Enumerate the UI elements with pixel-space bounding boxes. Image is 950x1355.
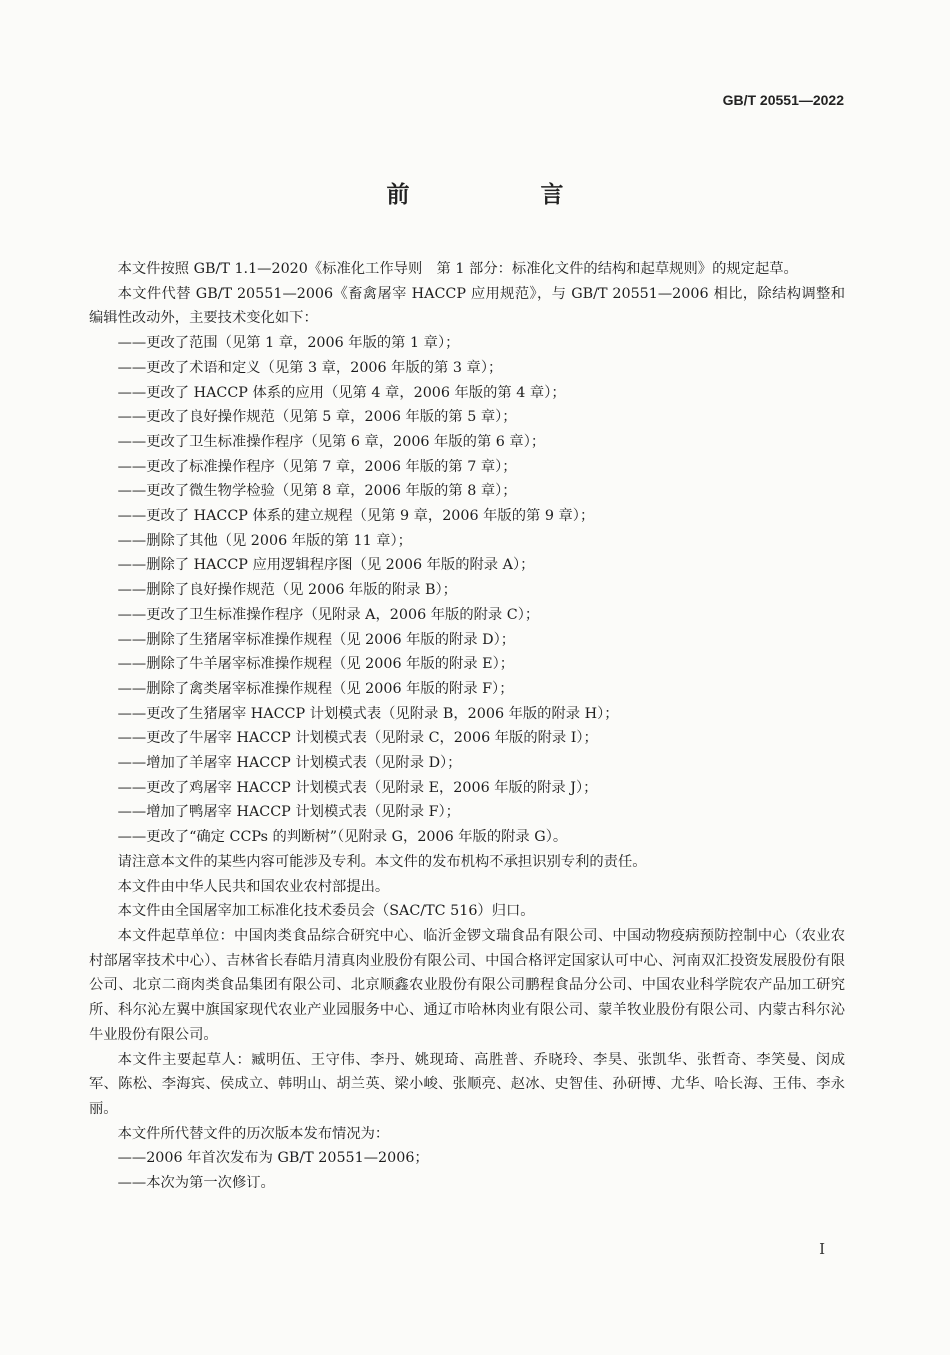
paragraph-patent-notice: 请注意本文件的某些内容可能涉及专利。本文件的发布机构不承担识别专利的责任。 [117, 853, 647, 870]
page-number: I [819, 1240, 825, 1258]
list-item: ——更改了微生物学检验（见第 8 章，2006 年版的第 8 章）； [117, 483, 517, 500]
list-item: ——删除了禽类屠宰标准操作规程（见 2006 年版的附录 F）； [117, 680, 514, 697]
page-title: 前 言 [386, 181, 618, 208]
paragraph-history-intro: 本文件所代替文件的历次版本发布情况为： [117, 1125, 390, 1142]
list-item: ——更改了术语和定义（见第 3 章，2006 年版的第 3 章）； [117, 359, 503, 376]
list-item: ——更改了范围（见第 1 章，2006 年版的第 1 章）； [117, 335, 460, 352]
list-item: ——更改了 HACCP 体系的建立规程（见第 9 章，2006 年版的第 9 章）； [117, 508, 595, 525]
history-list [89, 1146, 845, 1195]
list-item: ——更改了标准操作程序（见第 7 章，2006 年版的第 7 章）； [117, 458, 517, 475]
document-body [89, 257, 845, 1196]
changes-list [89, 331, 845, 850]
list-item: ——增加了鸭屠宰 HACCP 计划模式表（见附录 F）； [117, 804, 460, 821]
standard-code: GB/T 20551—2022 [722, 92, 844, 108]
paragraph-drafting-rules: 本文件按照 GB/T 1.1—2020《标准化工作导则 第 1 部分：标准化文件的结构和起草规则》的规定起草。 [117, 261, 798, 277]
list-item: ——更改了生猪屠宰 HACCP 计划模式表（见附录 B，2006 年版的附录 H）； [117, 705, 619, 722]
list-item: ——更改了卫生标准操作程序（见第 6 章，2006 年版的第 6 章）； [117, 433, 546, 450]
list-item: ——2006 年首次发布为 GB/T 20551—2006； [117, 1150, 429, 1167]
list-item: ——更改了卫生标准操作程序（见附录 A，2006 年版的附录 C）； [117, 606, 540, 623]
list-item: ——删除了牛羊屠宰标准操作规程（见 2006 年版的附录 E）； [117, 656, 515, 673]
list-item: ——本次为第一次修订。 [117, 1175, 275, 1192]
list-item: ——删除了生猪屠宰标准操作规程（见 2006 年版的附录 D）； [117, 631, 516, 648]
list-item: ——增加了羊屠宰 HACCP 计划模式表（见附录 D）； [117, 755, 462, 772]
list-item: ——删除了良好操作规范（见 2006 年版的附录 B）； [117, 582, 457, 599]
paragraph-drafters: 本文件主要起草人：臧明伍、王守伟、李丹、姚现琦、高胜普、乔晓玲、李昊、张凯华、张哲奇、李笑曼、闵成军、陈松、李海宾、侯成立、韩明山、胡兰英、梁小峻、张顺亮、赵冰、史智佳、孙研博、尤华、哈长海、王伟、李永丽。 [89, 1051, 845, 1117]
list-item: ——更改了鸡屠宰 HACCP 计划模式表（见附录 E，2006 年版的附录 J）； [117, 779, 598, 796]
paragraph-proposer: 本文件由中华人民共和国农业农村部提出。 [117, 878, 390, 895]
list-item: ——删除了 HACCP 应用逻辑程序图（见 2006 年版的附录 A）； [117, 557, 535, 574]
paragraph-replacement: 本文件代替 GB/T 20551—2006《畜禽屠宰 HACCP 应用规范》，与 GB/T 20551—2006 相比，除结构调整和编辑性改动外，主要技术变化如下： [89, 285, 845, 327]
list-item: ——删除了其他（见 2006 年版的第 11 章）； [117, 532, 412, 549]
list-item: ——更改了牛屠宰 HACCP 计划模式表（见附录 C，2006 年版的附录 I）； [117, 730, 598, 747]
list-item: ——更改了“确定 CCPs 的判断树”（见附录 G，2006 年版的附录 G）。 [117, 829, 568, 846]
paragraph-committee: 本文件由全国屠宰加工标准化技术委员会（SAC/TC 516）归口。 [117, 903, 535, 920]
paragraph-drafting-units: 本文件起草单位：中国肉类食品综合研究中心、临沂金锣文瑞食品有限公司、中国动物疫病预防控制中心（农业农村部屠宰技术中心）、吉林省长春皓月清真肉业股份有限公司、中国合格评定国家认可中心、河南双汇投资发展股份有限公司、北京二商肉类食品集团有限公司、北京顺鑫农业股份有限公司鹏程食品分公司、中国农业科学院农产品加工研究所、科尔沁左翼中旗国家现代农业产业园服务中心、通辽市哈林肉业有限公司、蒙羊牧业股份有限公司、内蒙古科尔沁牛业股份有限公司。 [89, 927, 845, 1043]
list-item: ——更改了良好操作规范（见第 5 章，2006 年版的第 5 章）； [117, 409, 517, 426]
list-item: ——更改了 HACCP 体系的应用（见第 4 章，2006 年版的第 4 章）； [117, 384, 566, 401]
